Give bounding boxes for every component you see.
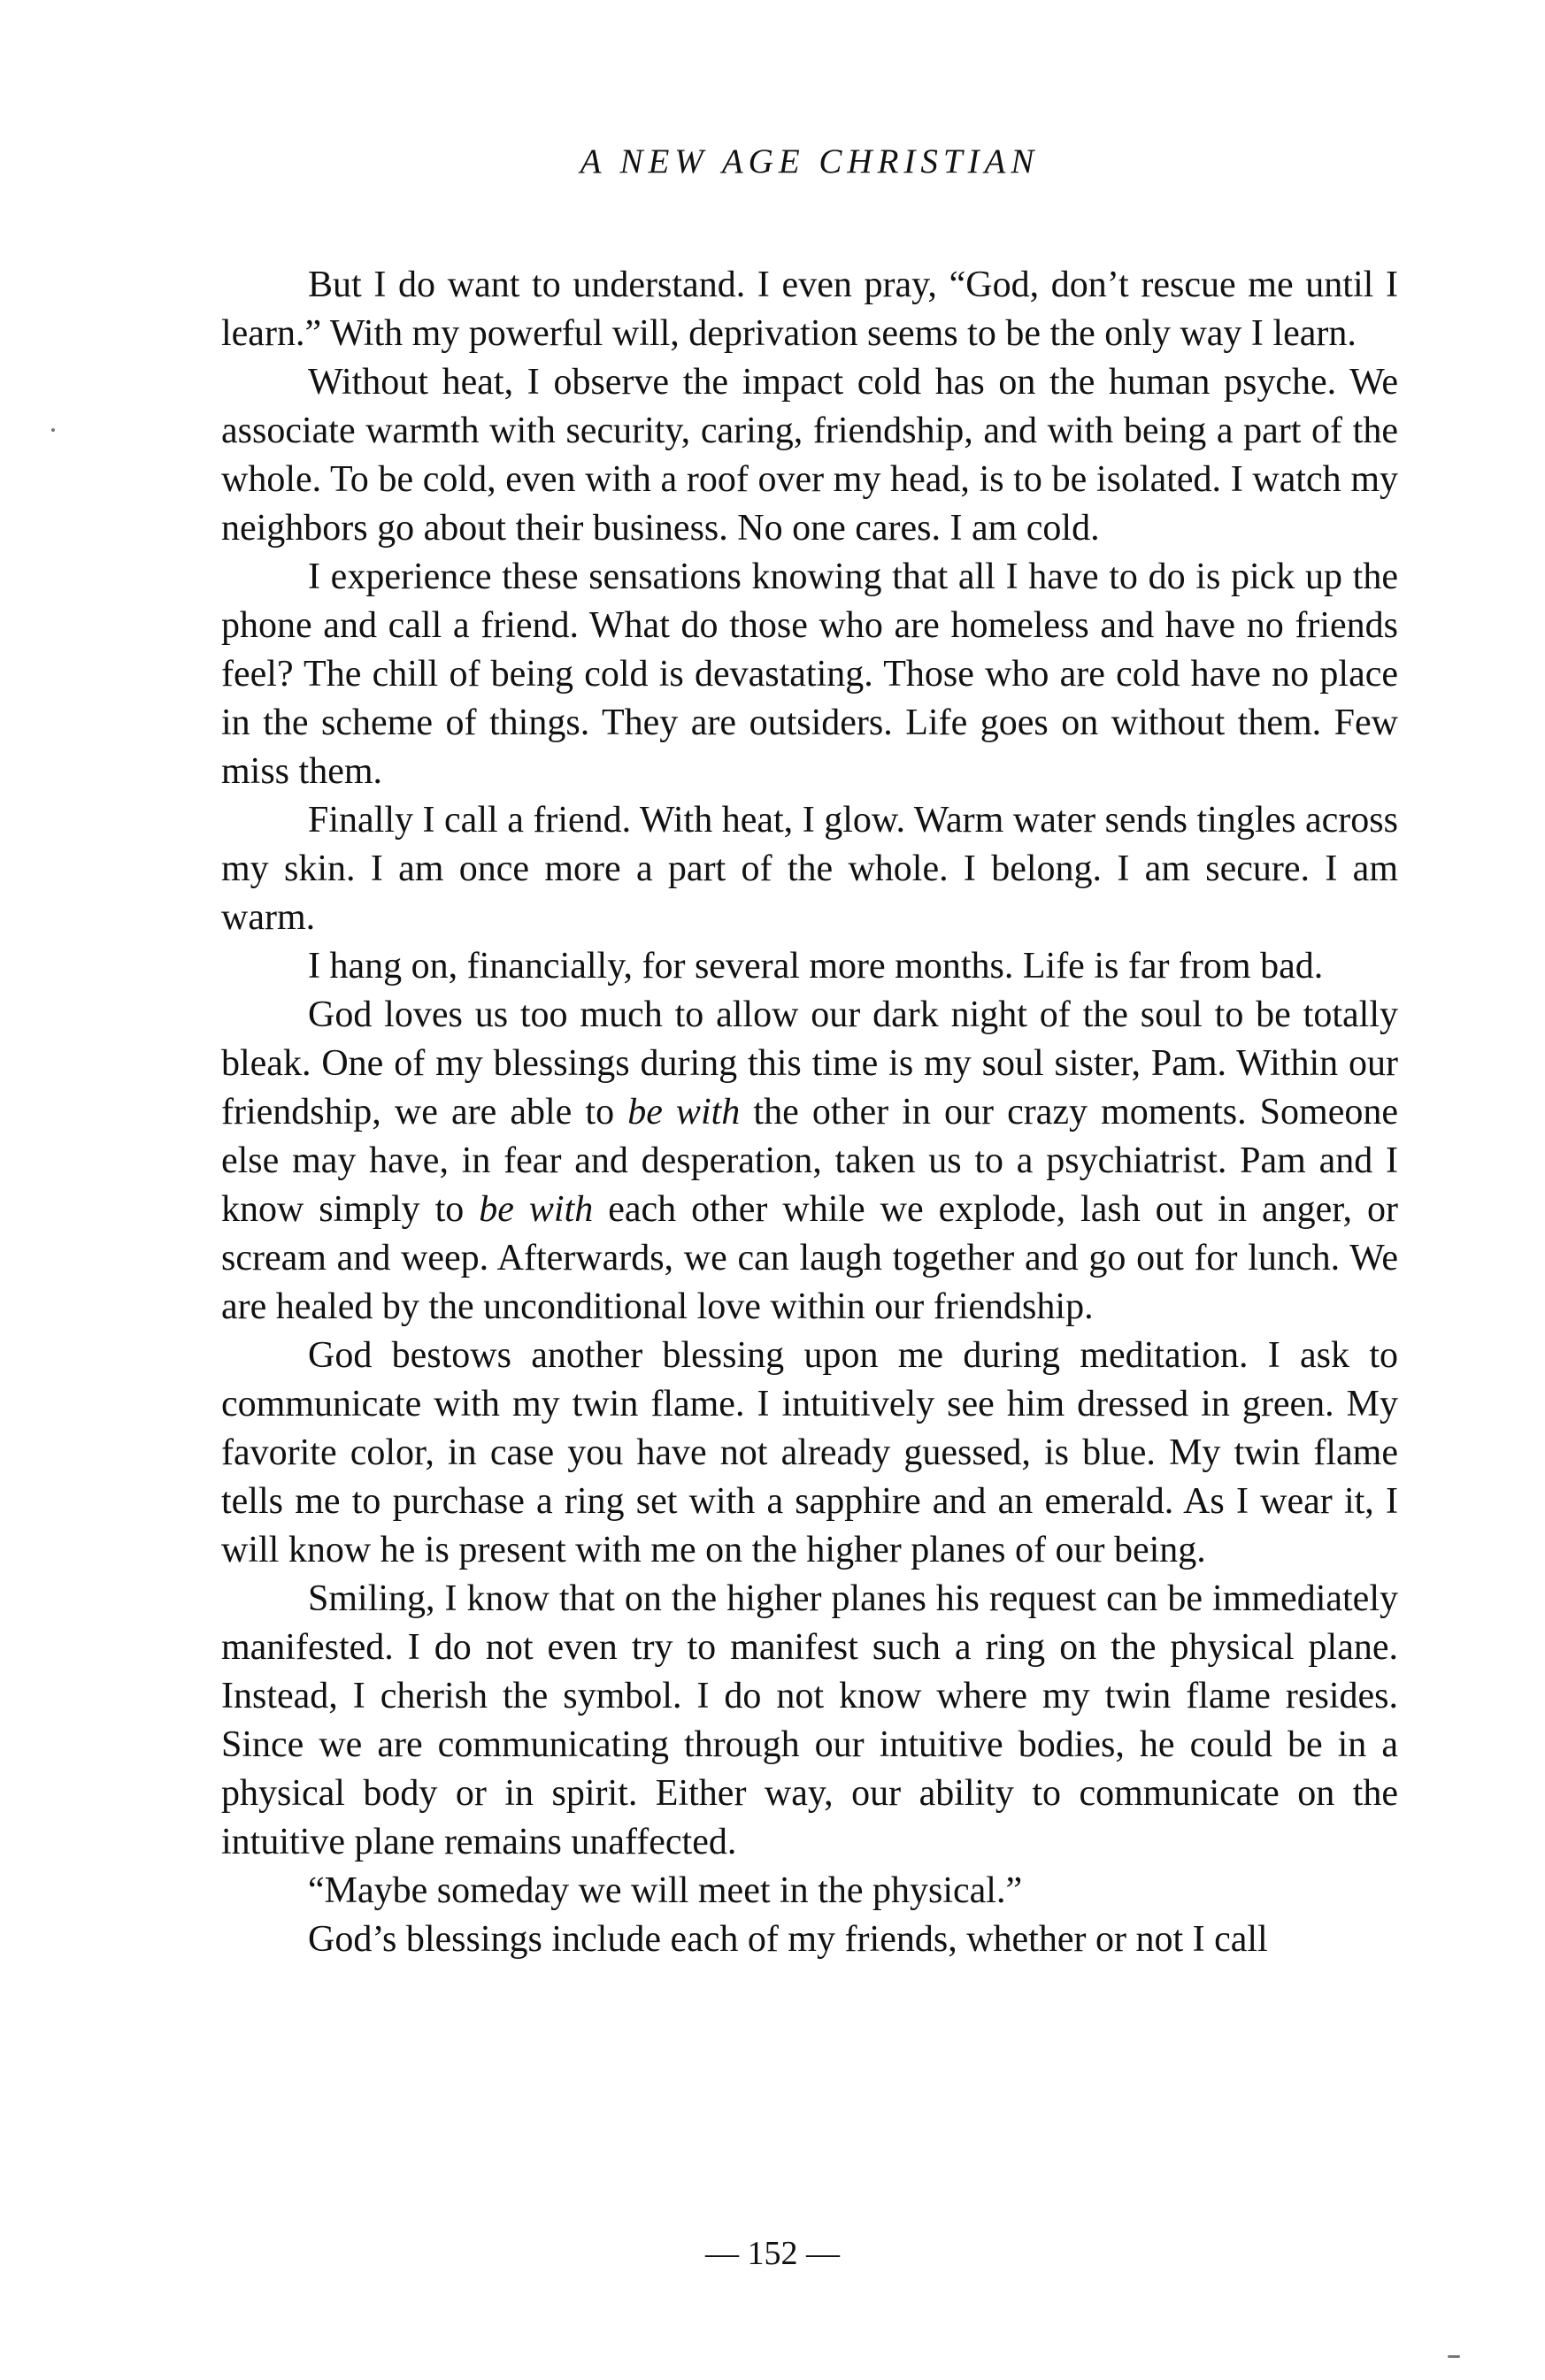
paragraph: Smiling, I know that on the higher planes his request can be immediately manifested. I do not even try to manifest such a ring on the physical plane. Instead, I cherish the symbol. I do not know where my twin flame resides. Since we are communicating through our intuitive bodies, he could be in a physical body or in spirit. Either way, our ability to communicate on the intuitive plane remains unaffected. <box>221 1578 1398 1862</box>
paragraph: I hang on, financially, for several more months. Life is far from bad. <box>308 946 1324 987</box>
paragraph: Without heat, I observe the impact cold has on the human psyche. We associate warmth with security, caring, friendship, and with being a part of the whole. To be cold, even with a roof over my head, is to be isolated. I watch my neighbors go about their business. No one cares. I am cold. <box>221 362 1398 549</box>
paragraph: God’s blessings include each of my friends, whether or not I call <box>308 1919 1268 1960</box>
book-page <box>221 124 1398 1964</box>
paragraph: I experience these sensations knowing that all I have to do is pick up the phone and call a friend. What do those who are homeless and have no friends feel? The chill of being cold is devastating. Those who are cold have no place in the scheme of things. They are outsiders. Life goes on without them. Few miss them. <box>221 557 1398 792</box>
page-number: — 152 — <box>705 2235 840 2272</box>
body-text <box>221 261 1398 1964</box>
paragraph <box>221 991 1398 1332</box>
scan-speck <box>51 428 55 432</box>
running-head: A NEW AGE CHRISTIAN <box>580 142 1040 180</box>
emphasis: be with <box>479 1189 594 1230</box>
text-run: the other in our crazy moments. Someone else may have, in fear and desperation, taken us to a psychiatrist. Pam and I know simply to <box>221 1092 1398 1230</box>
paragraph: “Maybe someday we will meet in the physical.” <box>308 1870 1023 1911</box>
paragraph: But I do want to understand. I even pray, “God, don’t rescue me until I learn.” With my powerful will, deprivation seems to be the only way I learn. <box>221 265 1398 354</box>
scan-speck <box>1448 2355 1460 2358</box>
text-run: each other while we explode, lash out in anger, or scream and weep. Afterwards, we can laugh together and go out for lunch. We are healed by the unconditional love within our friendship. <box>221 1189 1398 1327</box>
text-run: God loves us too much to allow our dark night of the soul to be totally bleak. One of my blessings during this time is my soul sister, Pam. Within our friendship, we are able to <box>221 994 1398 1132</box>
emphasis: be with <box>627 1092 741 1132</box>
paragraph: God bestows another blessing upon me during meditation. I ask to communicate with my twin flame. I intuitively see him dressed in green. My favorite color, in case you have not already guessed, is blue. My twin flame tells me to purchase a ring set with a sapphire and an emerald. As I wear it, I will know he is present with me on the higher planes of our being. <box>221 1335 1398 1570</box>
paragraph: Finally I call a friend. With heat, I glow. Warm water sends tingles across my skin. I am once more a part of the whole. I belong. I am secure. I am warm. <box>221 800 1398 938</box>
